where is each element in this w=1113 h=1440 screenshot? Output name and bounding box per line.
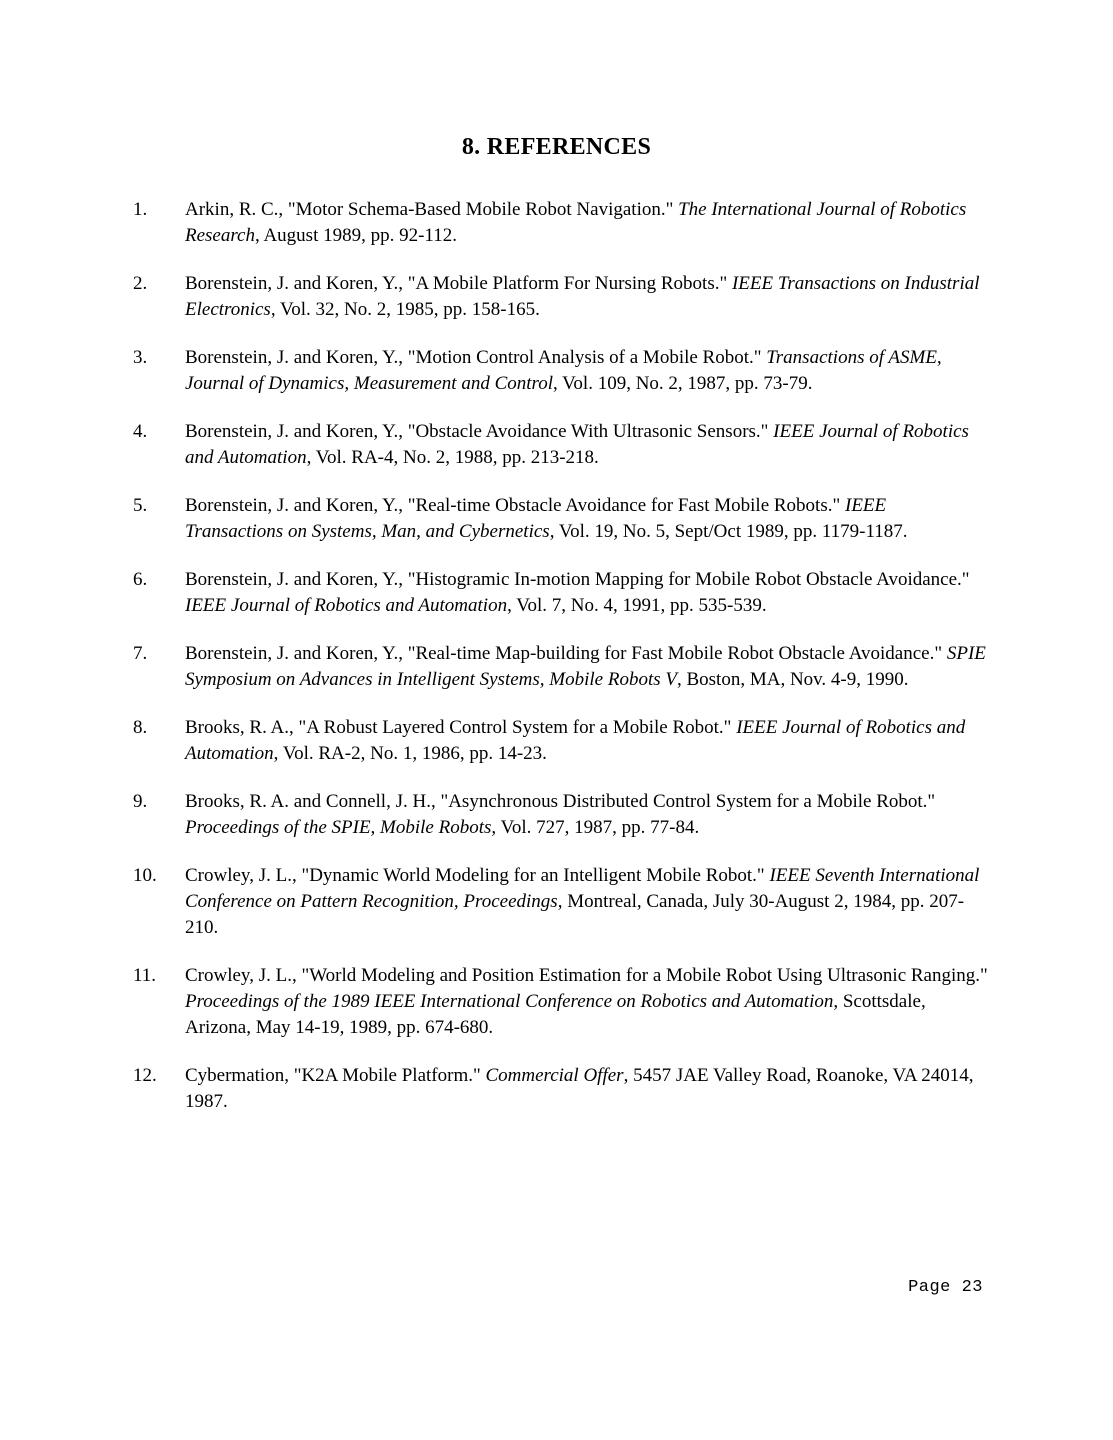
reference-item [0, 789, 1113, 841]
reference-number: 4. [133, 421, 148, 442]
reference-item [0, 963, 1113, 1041]
reference-number: 2. [133, 273, 148, 294]
reference-number: 5. [133, 495, 148, 516]
reference-number: 9. [133, 791, 148, 812]
reference-text: Brooks, R. A. and Connell, J. H., "Asynchronous Distributed Control System for a Mobile Robot." Proceedings of the SPIE, Mobile Robots, Vol. 727, 1987, pp. 77-84. [185, 791, 936, 838]
reference-number: 8. [133, 717, 148, 738]
reference-item [0, 419, 1113, 471]
reference-item [0, 271, 1113, 323]
reference-item [0, 197, 1113, 249]
reference-text: Borenstein, J. and Koren, Y., "A Mobile Platform For Nursing Robots." IEEE Transactions on Industrial Electronics, Vol. 32, No. 2, 1985, pp. 158-165. [185, 273, 980, 320]
reference-text: Crowley, J. L., "World Modeling and Position Estimation for a Mobile Robot Using Ultrasonic Ranging." Proceedings of the 1989 IEEE International Conference on Robotics and Automation, Scottsdale, Arizona, May 14-19, 1989, pp. 674-680. [185, 965, 988, 1038]
page-number: Page 23 [908, 1278, 983, 1297]
reference-text: Borenstein, J. and Koren, Y., "Histogramic In-motion Mapping for Mobile Robot Obstacle Avoidance." IEEE Journal of Robotics and Automation, Vol. 7, No. 4, 1991, pp. 535-539. [185, 569, 970, 616]
reference-item [0, 715, 1113, 767]
reference-text: Cybermation, "K2A Mobile Platform." Commercial Offer, 5457 JAE Valley Road, Roanoke, VA 24014, 1987. [185, 1065, 974, 1112]
reference-item [0, 493, 1113, 545]
reference-text: Borenstein, J. and Koren, Y., "Real-time Map-building for Fast Mobile Robot Obstacle Avoidance." SPIE Symposium on Advances in Intelligent Systems, Mobile Robots V, Boston, MA, Nov. 4-9, 1990. [185, 643, 986, 690]
reference-text: Arkin, R. C., "Motor Schema-Based Mobile Robot Navigation." The International Journal of Robotics Research, August 1989, pp. 92-112. [185, 199, 967, 246]
reference-item [0, 1063, 1113, 1115]
reference-number: 3. [133, 347, 148, 368]
reference-item [0, 345, 1113, 397]
references-list [0, 197, 1113, 1115]
reference-number: 10. [133, 865, 157, 886]
reference-number: 11. [133, 965, 157, 986]
reference-number: 6. [133, 569, 148, 590]
reference-number: 1. [133, 199, 148, 220]
reference-text: Brooks, R. A., "A Robust Layered Control System for a Mobile Robot." IEEE Journal of Robotics and Automation, Vol. RA-2, No. 1, 1986, pp. 14-23. [185, 717, 966, 764]
reference-item [0, 863, 1113, 941]
reference-text: Crowley, J. L., "Dynamic World Modeling for an Intelligent Mobile Robot." IEEE Seventh International Conference on Pattern Recognition, Proceedings, Montreal, Canada, July 30-August 2, 1984, pp. 207-210. [185, 865, 980, 938]
page-title: 8. REFERENCES [461, 134, 652, 160]
reference-item [0, 567, 1113, 619]
reference-text: Borenstein, J. and Koren, Y., "Real-time Obstacle Avoidance for Fast Mobile Robots." IEEE Transactions on Systems, Man, and Cybernetics, Vol. 19, No. 5, Sept/Oct 1989, pp. 1179-1187. [185, 495, 908, 542]
reference-number: 12. [133, 1065, 157, 1086]
reference-item [0, 641, 1113, 693]
reference-number: 7. [133, 643, 148, 664]
reference-text: Borenstein, J. and Koren, Y., "Obstacle Avoidance With Ultrasonic Sensors." IEEE Journal of Robotics and Automation, Vol. RA-4, No. 2, 1988, pp. 213-218. [185, 421, 969, 468]
reference-text: Borenstein, J. and Koren, Y., "Motion Control Analysis of a Mobile Robot." Transactions of ASME, Journal of Dynamics, Measurement and Control, Vol. 109, No. 2, 1987, pp. 73-79. [185, 347, 942, 394]
